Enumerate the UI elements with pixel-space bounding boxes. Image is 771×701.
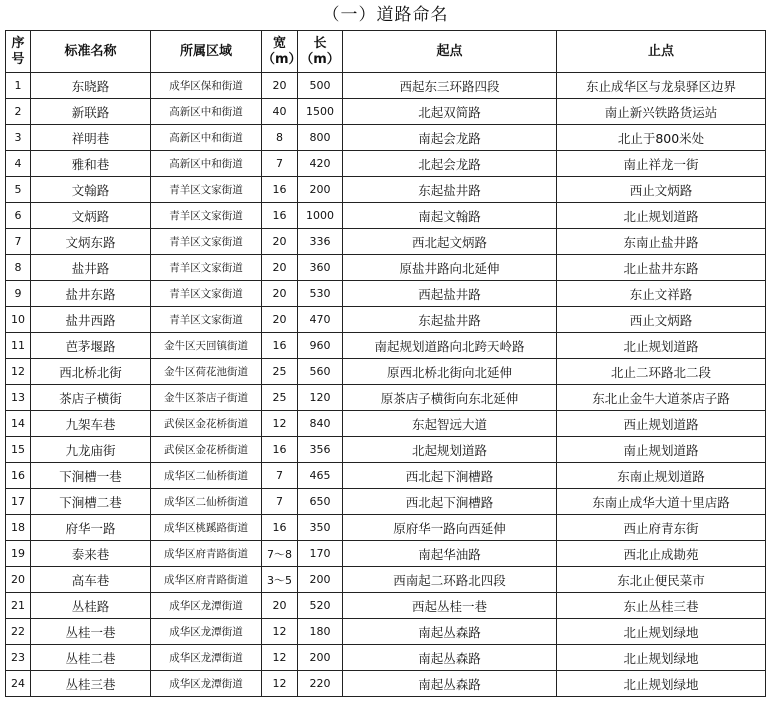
cell-area: 成华区龙潭街道: [151, 593, 262, 619]
cell-area: 武侯区金花桥街道: [151, 411, 262, 437]
cell-seq: 9: [6, 281, 31, 307]
cell-name: 高车巷: [31, 567, 151, 593]
cell-seq: 3: [6, 125, 31, 151]
table-row: [6, 359, 766, 385]
cell-end: 东北止便民菜市: [557, 567, 766, 593]
cell-end: 北止规划道路: [557, 333, 766, 359]
cell-length: 336: [298, 229, 343, 255]
cell-start: 西起盐井路: [343, 281, 557, 307]
cell-width: 16: [262, 333, 298, 359]
cell-length: 840: [298, 411, 343, 437]
cell-length: 356: [298, 437, 343, 463]
cell-end: 北止规划绿地: [557, 619, 766, 645]
cell-end: 西止规划道路: [557, 411, 766, 437]
cell-width: 7: [262, 489, 298, 515]
cell-name: 东晓路: [31, 73, 151, 99]
table-row: [6, 437, 766, 463]
cell-length: 650: [298, 489, 343, 515]
cell-end: 北止规划道路: [557, 203, 766, 229]
cell-start: 原盐井路向北延伸: [343, 255, 557, 281]
table-row: [6, 177, 766, 203]
table-row: [6, 619, 766, 645]
table-row: [6, 593, 766, 619]
cell-width: 12: [262, 645, 298, 671]
cell-start: 西北起下涧槽路: [343, 463, 557, 489]
table-row: [6, 125, 766, 151]
cell-name: 西北桥北街: [31, 359, 151, 385]
cell-width: 16: [262, 203, 298, 229]
cell-end: 西止府青东街: [557, 515, 766, 541]
cell-area: 青羊区文家街道: [151, 229, 262, 255]
cell-start: 北起会龙路: [343, 151, 557, 177]
table-row: [6, 307, 766, 333]
cell-start: 南起文翰路: [343, 203, 557, 229]
cell-seq: 7: [6, 229, 31, 255]
table-row: [6, 255, 766, 281]
cell-seq: 1: [6, 73, 31, 99]
cell-name: 盐井西路: [31, 307, 151, 333]
cell-name: 丛桂一巷: [31, 619, 151, 645]
cell-width: 7: [262, 151, 298, 177]
table-row: [6, 411, 766, 437]
cell-area: 成华区桃蹊路街道: [151, 515, 262, 541]
cell-area: 金牛区茶店子街道: [151, 385, 262, 411]
cell-seq: 2: [6, 99, 31, 125]
cell-area: 成华区二仙桥街道: [151, 463, 262, 489]
cell-name: 下涧槽二巷: [31, 489, 151, 515]
cell-end: 西止文炳路: [557, 177, 766, 203]
cell-width: 8: [262, 125, 298, 151]
header-length: 长 （m）: [298, 31, 343, 73]
cell-area: 成华区二仙桥街道: [151, 489, 262, 515]
cell-start: 西起东三环路四段: [343, 73, 557, 99]
table-row: [6, 645, 766, 671]
cell-start: 南起丛森路: [343, 671, 557, 697]
table-header-row: [6, 31, 766, 73]
header-area: 所属区域: [151, 31, 262, 73]
cell-length: 520: [298, 593, 343, 619]
cell-area: 成华区府青路街道: [151, 541, 262, 567]
cell-length: 120: [298, 385, 343, 411]
cell-seq: 12: [6, 359, 31, 385]
cell-width: 20: [262, 307, 298, 333]
cell-width: 16: [262, 437, 298, 463]
table-row: [6, 151, 766, 177]
cell-seq: 19: [6, 541, 31, 567]
cell-seq: 16: [6, 463, 31, 489]
table-row: [6, 541, 766, 567]
cell-width: 20: [262, 593, 298, 619]
cell-area: 高新区中和街道: [151, 125, 262, 151]
header-width: 宽 （m）: [262, 31, 298, 73]
cell-name: 丛桂路: [31, 593, 151, 619]
cell-name: 祥明巷: [31, 125, 151, 151]
cell-width: 16: [262, 177, 298, 203]
cell-seq: 14: [6, 411, 31, 437]
table-row: [6, 99, 766, 125]
cell-length: 180: [298, 619, 343, 645]
cell-start: 南起华油路: [343, 541, 557, 567]
cell-seq: 11: [6, 333, 31, 359]
cell-end: 东止成华区与龙泉驿区边界: [557, 73, 766, 99]
cell-width: 20: [262, 281, 298, 307]
cell-name: 丛桂二巷: [31, 645, 151, 671]
cell-start: 原茶店子横街向东北延伸: [343, 385, 557, 411]
cell-area: 青羊区文家街道: [151, 177, 262, 203]
cell-seq: 10: [6, 307, 31, 333]
cell-width: 16: [262, 515, 298, 541]
table-row: [6, 333, 766, 359]
table-row: [6, 203, 766, 229]
table-row: [6, 489, 766, 515]
cell-length: 800: [298, 125, 343, 151]
cell-start: 西起丛桂一巷: [343, 593, 557, 619]
cell-name: 九龙庙街: [31, 437, 151, 463]
cell-length: 220: [298, 671, 343, 697]
cell-end: 南止祥龙一街: [557, 151, 766, 177]
cell-area: 青羊区文家街道: [151, 203, 262, 229]
cell-seq: 20: [6, 567, 31, 593]
table-row: [6, 671, 766, 697]
cell-start: 西南起二环路北四段: [343, 567, 557, 593]
cell-seq: 15: [6, 437, 31, 463]
cell-seq: 5: [6, 177, 31, 203]
cell-end: 东南止成华大道十里店路: [557, 489, 766, 515]
cell-seq: 21: [6, 593, 31, 619]
cell-length: 560: [298, 359, 343, 385]
cell-width: 12: [262, 411, 298, 437]
cell-length: 170: [298, 541, 343, 567]
cell-area: 青羊区文家街道: [151, 281, 262, 307]
table-row: [6, 463, 766, 489]
cell-width: 40: [262, 99, 298, 125]
cell-area: 金牛区荷花池街道: [151, 359, 262, 385]
cell-end: 东止文祥路: [557, 281, 766, 307]
table-row: [6, 567, 766, 593]
cell-area: 金牛区天回镇街道: [151, 333, 262, 359]
cell-width: 12: [262, 619, 298, 645]
cell-end: 北止规划绿地: [557, 645, 766, 671]
cell-end: 东南止盐井路: [557, 229, 766, 255]
cell-name: 文炳路: [31, 203, 151, 229]
cell-seq: 13: [6, 385, 31, 411]
cell-start: 南起规划道路向北跨天岭路: [343, 333, 557, 359]
cell-width: 7: [262, 463, 298, 489]
cell-width: 7～8: [262, 541, 298, 567]
cell-length: 200: [298, 645, 343, 671]
header-end: 止点: [557, 31, 766, 73]
cell-length: 200: [298, 177, 343, 203]
cell-start: 东起盐井路: [343, 307, 557, 333]
cell-name: 文翰路: [31, 177, 151, 203]
cell-seq: 8: [6, 255, 31, 281]
cell-start: 南起丛森路: [343, 645, 557, 671]
cell-name: 丛桂三巷: [31, 671, 151, 697]
cell-length: 1500: [298, 99, 343, 125]
cell-seq: 6: [6, 203, 31, 229]
cell-name: 盐井东路: [31, 281, 151, 307]
table-row: [6, 515, 766, 541]
cell-end: 北止于800米处: [557, 125, 766, 151]
cell-area: 成华区保和街道: [151, 73, 262, 99]
cell-length: 420: [298, 151, 343, 177]
cell-seq: 24: [6, 671, 31, 697]
cell-width: 20: [262, 255, 298, 281]
cell-width: 3～5: [262, 567, 298, 593]
cell-area: 青羊区文家街道: [151, 255, 262, 281]
cell-start: 原西北桥北街向北延伸: [343, 359, 557, 385]
cell-area: 成华区府青路街道: [151, 567, 262, 593]
cell-length: 1000: [298, 203, 343, 229]
cell-length: 350: [298, 515, 343, 541]
cell-end: 东北止金牛大道茶店子路: [557, 385, 766, 411]
cell-end: 北止二环路北二段: [557, 359, 766, 385]
cell-start: 北起规划道路: [343, 437, 557, 463]
cell-length: 360: [298, 255, 343, 281]
cell-seq: 4: [6, 151, 31, 177]
cell-width: 20: [262, 229, 298, 255]
cell-width: 12: [262, 671, 298, 697]
cell-length: 960: [298, 333, 343, 359]
cell-name: 泰来巷: [31, 541, 151, 567]
cell-name: 雅和巷: [31, 151, 151, 177]
header-seq: 序 号: [6, 31, 31, 73]
cell-name: 新联路: [31, 99, 151, 125]
cell-end: 南止规划道路: [557, 437, 766, 463]
cell-area: 成华区龙潭街道: [151, 671, 262, 697]
cell-end: 东南止规划道路: [557, 463, 766, 489]
cell-seq: 23: [6, 645, 31, 671]
cell-area: 成华区龙潭街道: [151, 619, 262, 645]
table-row: [6, 385, 766, 411]
cell-name: 府华一路: [31, 515, 151, 541]
cell-start: 西北起下涧槽路: [343, 489, 557, 515]
cell-area: 高新区中和街道: [151, 151, 262, 177]
cell-seq: 18: [6, 515, 31, 541]
cell-start: 西北起文炳路: [343, 229, 557, 255]
table-row: [6, 73, 766, 99]
cell-length: 200: [298, 567, 343, 593]
cell-length: 465: [298, 463, 343, 489]
header-name: 标准名称: [31, 31, 151, 73]
cell-width: 25: [262, 359, 298, 385]
header-start: 起点: [343, 31, 557, 73]
cell-width: 20: [262, 73, 298, 99]
cell-start: 原府华一路向西延伸: [343, 515, 557, 541]
cell-width: 25: [262, 385, 298, 411]
cell-name: 下涧槽一巷: [31, 463, 151, 489]
table-row: [6, 281, 766, 307]
cell-name: 文炳东路: [31, 229, 151, 255]
cell-end: 东止丛桂三巷: [557, 593, 766, 619]
cell-seq: 22: [6, 619, 31, 645]
cell-seq: 17: [6, 489, 31, 515]
road-naming-table: [5, 30, 766, 697]
cell-end: 北止盐井东路: [557, 255, 766, 281]
cell-length: 530: [298, 281, 343, 307]
cell-end: 北止规划绿地: [557, 671, 766, 697]
table-row: [6, 229, 766, 255]
cell-area: 武侯区金花桥街道: [151, 437, 262, 463]
cell-end: 西止文炳路: [557, 307, 766, 333]
cell-end: 南止新兴铁路货运站: [557, 99, 766, 125]
cell-length: 470: [298, 307, 343, 333]
cell-length: 500: [298, 73, 343, 99]
page-title: （一）道路命名: [322, 5, 449, 25]
cell-area: 青羊区文家街道: [151, 307, 262, 333]
cell-start: 南起丛森路: [343, 619, 557, 645]
cell-end: 西北止成勘苑: [557, 541, 766, 567]
cell-start: 东起智远大道: [343, 411, 557, 437]
cell-area: 高新区中和街道: [151, 99, 262, 125]
cell-name: 茶店子横街: [31, 385, 151, 411]
cell-name: 九架车巷: [31, 411, 151, 437]
cell-area: 成华区龙潭街道: [151, 645, 262, 671]
cell-name: 盐井路: [31, 255, 151, 281]
cell-name: 芭茅堰路: [31, 333, 151, 359]
cell-start: 南起会龙路: [343, 125, 557, 151]
cell-start: 北起双简路: [343, 99, 557, 125]
cell-start: 东起盐井路: [343, 177, 557, 203]
